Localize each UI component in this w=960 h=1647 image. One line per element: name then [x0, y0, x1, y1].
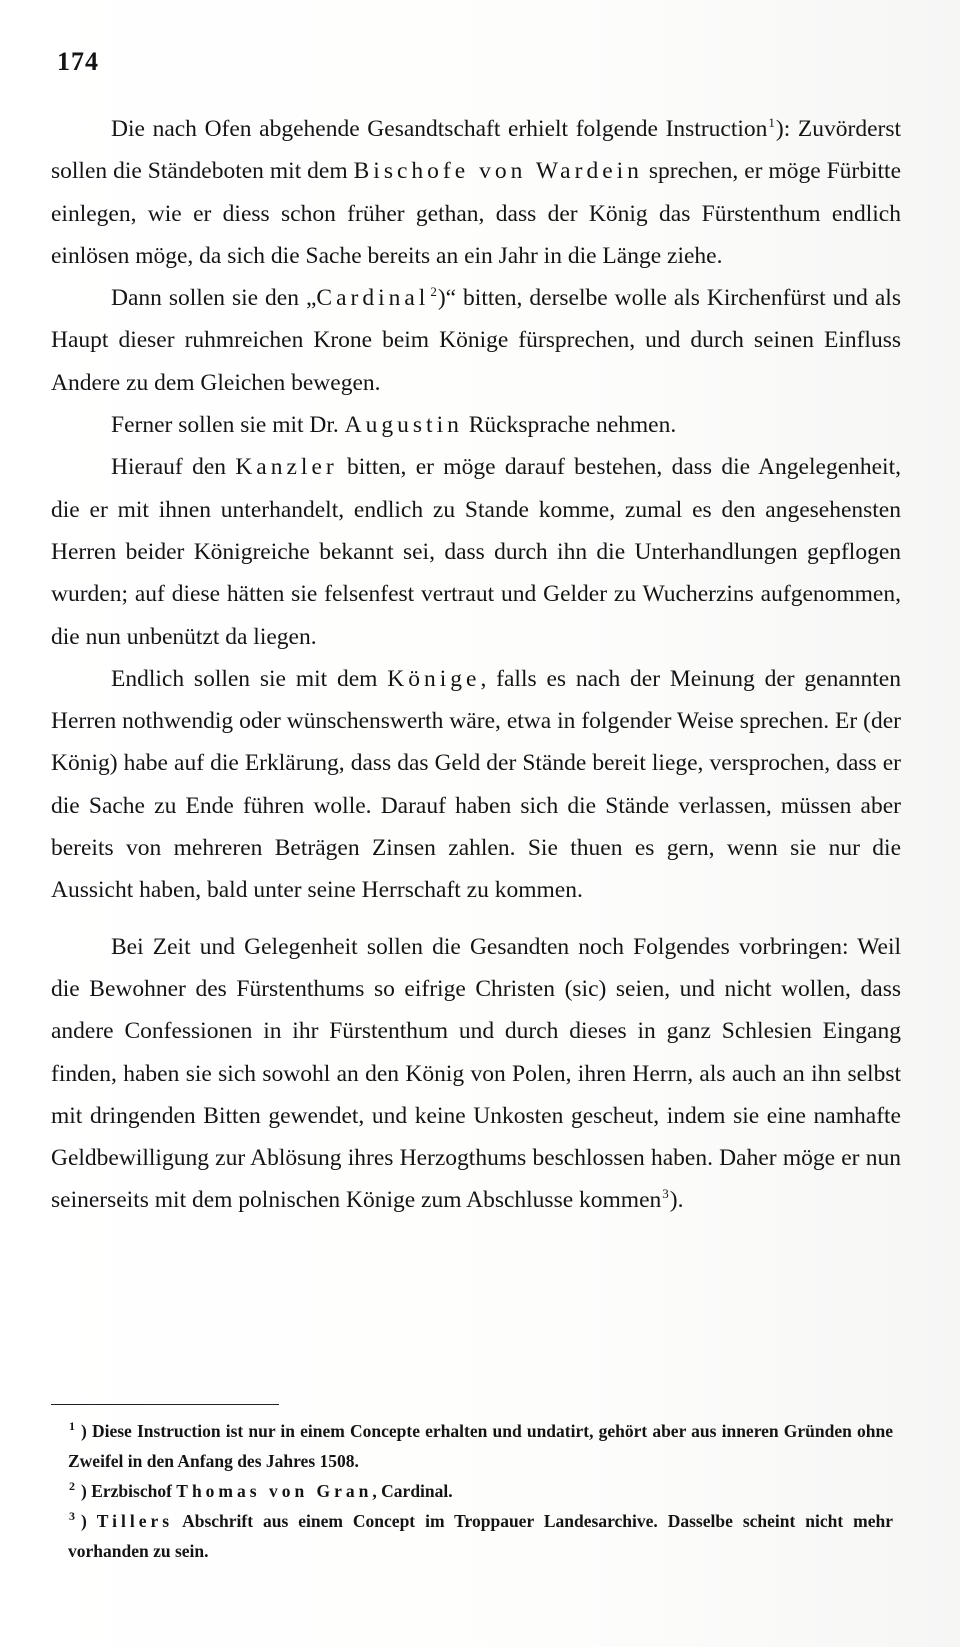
page-number: 174 [57, 47, 99, 76]
footnote-ref-3[interactable]: 3 [662, 1186, 669, 1202]
text-run: sprechen, er möge Fürbitte einlegen, wie er diess schon früher gethan, dass der König das Fürstenthum endlich einlösen möge, da sich die Sache bereits an ein Jahr in die Länge ziehe. [51, 158, 902, 269]
footnote-text: Abschrift aus einem Concept im Troppauer Landesarchive. Dasselbe scheint nicht mehr vorhanden zu sein. [68, 1511, 893, 1561]
text-run: Ferner sollen sie mit Dr. [111, 412, 345, 439]
emphasis-augustin: Augustin [344, 412, 463, 439]
footnote-divider [51, 1404, 279, 1405]
text-run: Die nach Ofen abgehende Gesandtschaft erhielt folgende Instruction [111, 116, 768, 142]
emphasis-tillers: Tillers [96, 1511, 174, 1531]
footnote-text: ) Diese Instruction ist nur in einem Concepte erhalten und undatirt, gehört aber aus inneren Gründen ohne Zweifel in den Anfang des Jahres 1508. [68, 1421, 893, 1471]
footnote-3 [68, 1506, 893, 1566]
footnote-1 [68, 1416, 893, 1476]
emphasis-cardinal: Cardinal [316, 285, 430, 312]
footnote-text: , Cardinal. [372, 1481, 453, 1501]
text-run: Endlich sollen sie mit dem [111, 665, 388, 692]
text-run: bitten, er möge darauf bestehen, dass die Angelegenheit, die er mit ihnen unterhandelt, endlich zu Stande komme, zumal es den angesehensten Herren beider Königreiche bekannt sei, dass durch ihn die Unterhandlungen gepflogen wurden; auf diese hätten sie felsenfest vertraut und Gelder zu Wucherzins aufgenommen, die nun unbenützt da liegen. [51, 454, 901, 650]
text-run: )“ bitten, derselbe wolle als Kirchenfürst und als Haupt dieser ruhmreichen Krone beim Könige fürsprechen, und durch seinen Einfluss Andere zu dem Gleichen bewegen. [51, 285, 901, 396]
paragraph-cardinal [51, 277, 901, 404]
emphasis-bischof: Bischofe von Wardein [353, 158, 643, 185]
text-run: ). [669, 1187, 684, 1214]
text-run: Bei Zeit und Gelegenheit sollen die Gesandten noch Folgendes vorbringen: Weil die Bewohner des Fürstenthums so eifrige Christen (sic) seien, und nicht wollen, dass andere Confessionen in ihr Fürstenthum und durch dieses in ganz Schlesien Eingang finden, haben sie sich sowohl an den König von Polen, ihren Herrn, als auch an ihn selbst mit dringenden Bitten gewendet, und keine Unkosten gescheut, indem sie eine namhafte Geldbewilligung zur Ablösung ihres Herzogthums beschlossen haben. Daher möge er nun seinerseits mit dem polnischen Könige zum Abschlusse kommen [51, 933, 901, 1214]
paragraph-augustin [51, 404, 901, 446]
paragraph-gelegenheit [51, 926, 901, 1222]
footnote-mark: 1 [69, 1419, 75, 1433]
paragraph-koenig [51, 658, 901, 912]
emphasis-koenige: Könige [387, 665, 481, 692]
emphasis-kanzler: Kanzler [235, 454, 338, 481]
emphasis-thomas: Thomas von Gran [176, 1481, 373, 1501]
footnote-text: ) [81, 1511, 97, 1531]
footnote-2 [68, 1476, 893, 1506]
text-run: Rücksprache nehmen. [462, 412, 677, 439]
footnote-ref-2[interactable]: 2 [430, 284, 437, 300]
footnote-ref-1[interactable]: 1 [768, 115, 775, 130]
footnote-mark: 2 [69, 1479, 75, 1493]
footnote-text: ) Erzbischof [81, 1481, 177, 1501]
paragraph-kanzler [51, 446, 901, 657]
text-run: Dann sollen sie den „ [111, 285, 317, 312]
text-run: ): Zuvörderst sollen die Ständeboten mit dem [51, 116, 901, 185]
paragraph-instruction [51, 108, 901, 277]
footnote-mark: 3 [69, 1509, 75, 1523]
footnotes [68, 1416, 893, 1566]
text-run: , falls es nach der Meinung der genannten Herren nothwendig oder wünschenswerth wäre, etwa in folgender Weise sprechen. Er (der König) habe auf die Erklärung, dass das Geld der Stände bereit liege, versprochen, dass er die Sache zu Ende führen wolle. Darauf haben sich die Stände verlassen, müssen aber bereits von mehreren Beträgen Zinsen zahlen. Sie thuen es gern, wenn sie nur die Aussicht haben, bald unter seine Herrschaft zu kommen. [51, 665, 901, 904]
main-text [51, 108, 901, 1222]
text-run: Hierauf den [111, 454, 236, 481]
